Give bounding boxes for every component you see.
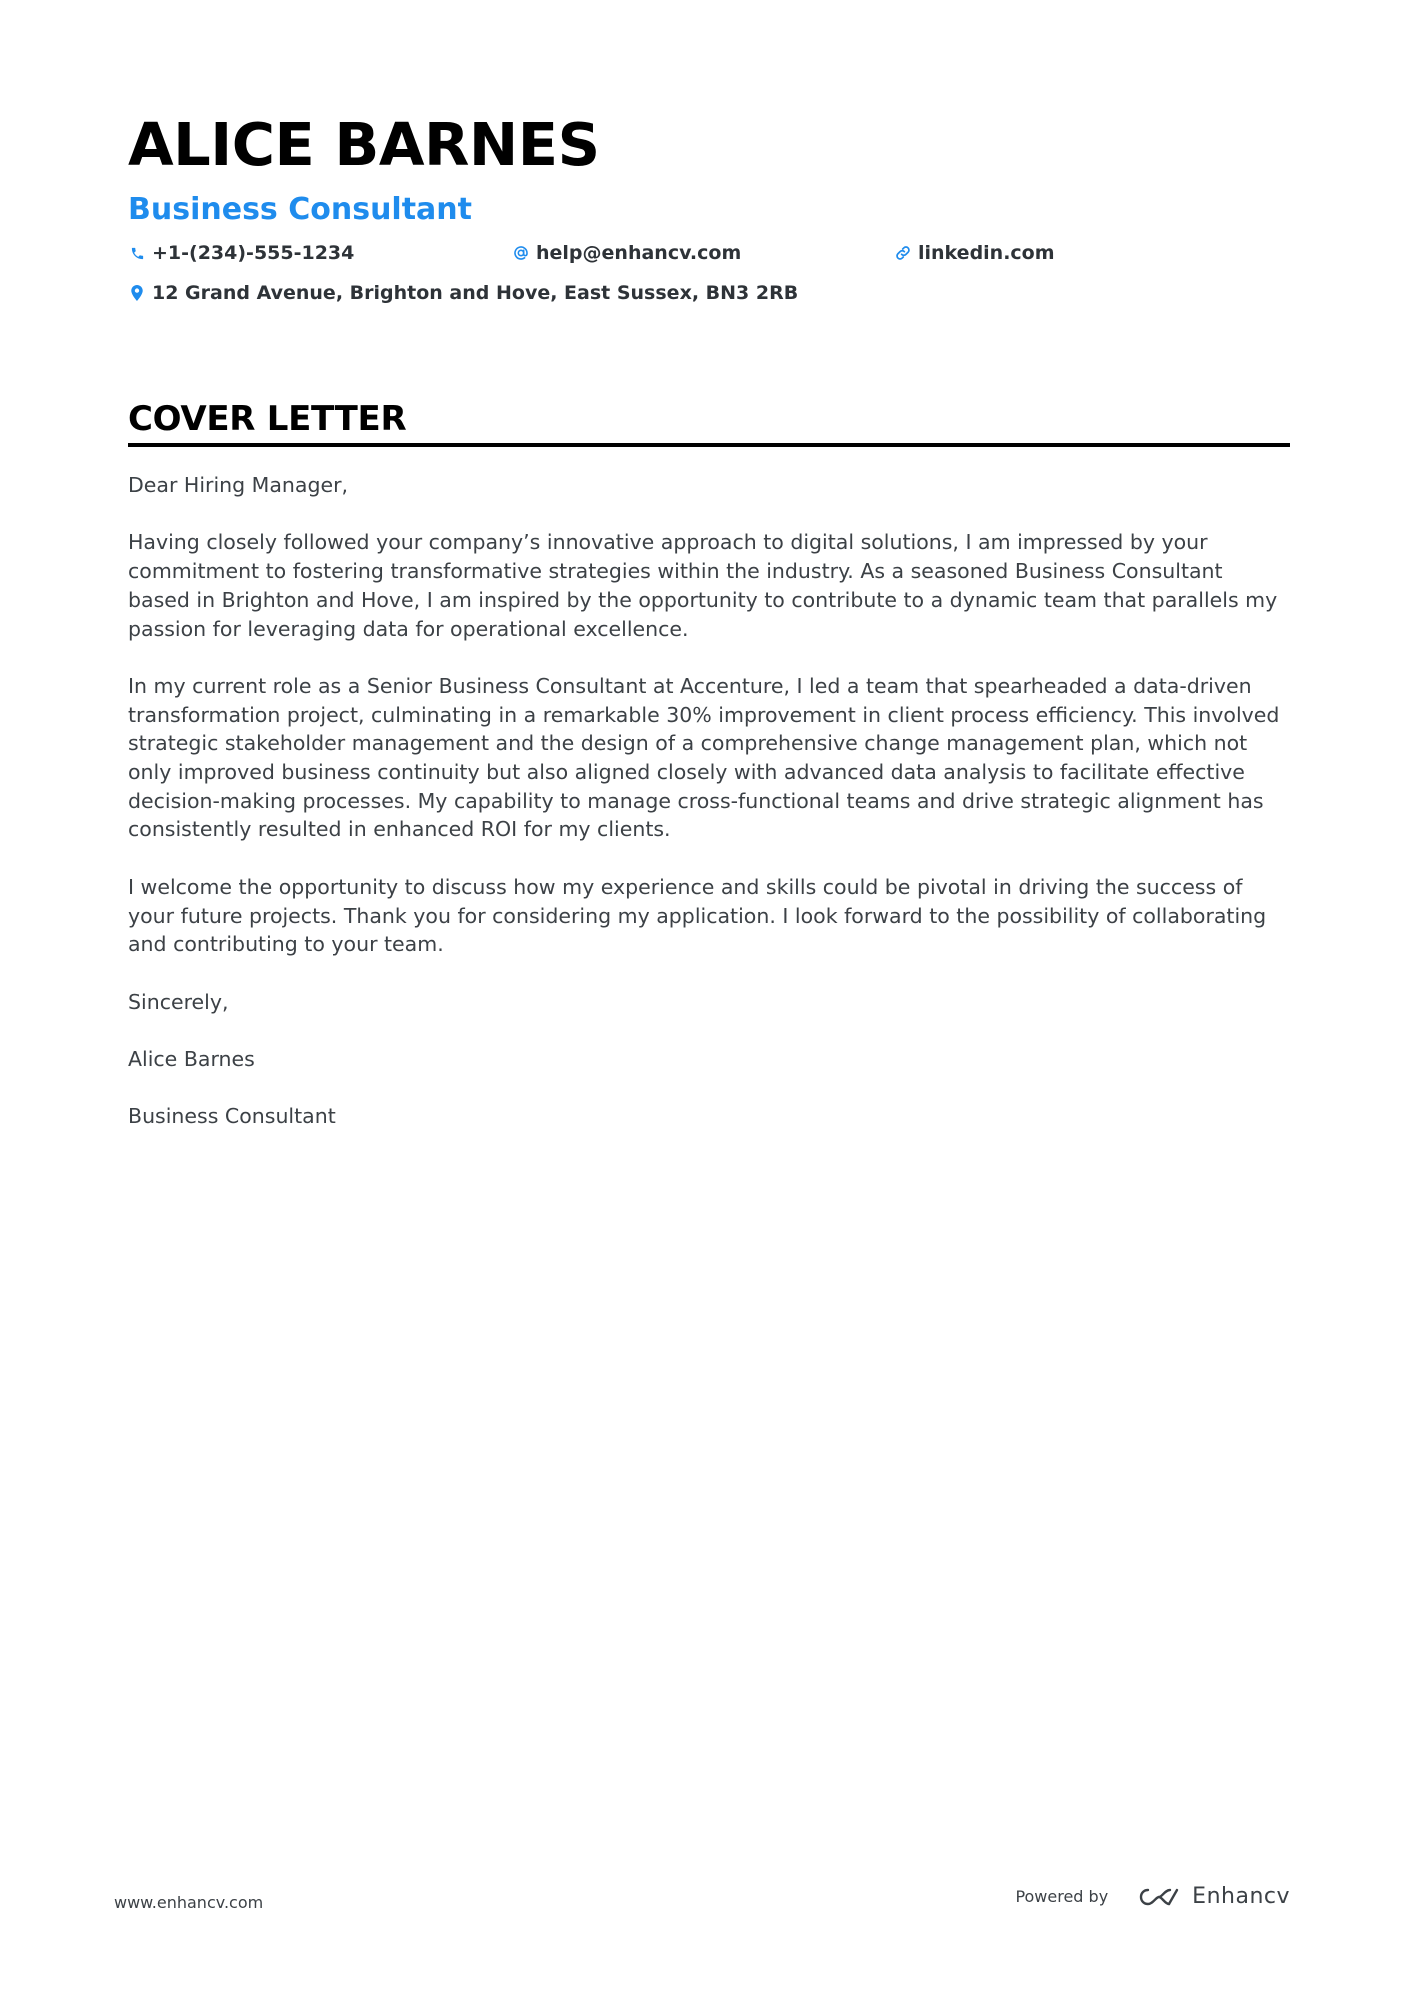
signature-name: Alice Barnes	[128, 1046, 255, 1071]
email-text: help@enhancv.com	[536, 242, 742, 264]
letter-greeting: Dear Hiring Manager,	[128, 473, 349, 497]
link-icon	[894, 244, 912, 262]
applicant-name: ALICE BARNES	[128, 110, 600, 179]
footer-website[interactable]: www.enhancv.com	[114, 1893, 264, 1912]
enhancv-logo[interactable]	[1136, 1884, 1290, 1909]
footer-branding	[1015, 1884, 1290, 1909]
at-icon	[512, 244, 530, 262]
letter-closing: Sincerely,	[128, 989, 229, 1014]
section-title: COVER LETTER	[128, 399, 407, 439]
powered-by-text: Powered by	[1015, 1887, 1109, 1906]
cover-letter-page	[128, 110, 1290, 1160]
letter-paragraph: In my current role as a Senior Business Consultant at Accenture, I led a team that spearheaded a data-driven transformation project, culminating in a remarkable 30% improvement in client process efficiency. This involved strategic stakeholder management and the design of a comprehensive change management plan, which not only improved business continuity but also aligned closely with advanced data analysis to facilitate effective decision-making processes. My capability to manage cross-functional teams and drive strategic alignment has consistently resulted in enhanced ROI for my clients.	[128, 673, 1280, 842]
applicant-title: Business Consultant	[128, 192, 472, 227]
contact-link[interactable]	[894, 242, 1055, 264]
enhancv-logo-icon	[1136, 1885, 1182, 1909]
location-pin-icon	[128, 284, 146, 302]
contact-address	[128, 282, 798, 304]
phone-icon	[128, 244, 146, 262]
letter-paragraph: Having closely followed your company’s innovative approach to digital solutions, I am impressed by your commitment to fostering transformative strategies within the industry. As a seasoned Business Consultant based in Brighton and Hove, I am inspired by the opportunity to contribute to a dynamic team that parallels my passion for leveraging data for operational excellence.	[128, 530, 1278, 641]
contact-email[interactable]	[512, 242, 741, 264]
brand-name: Enhancv	[1192, 1884, 1290, 1909]
link-text: linkedin.com	[918, 242, 1055, 264]
contact-phone[interactable]	[128, 242, 354, 264]
address-text: 12 Grand Avenue, Brighton and Hove, East Sussex, BN3 2RB	[152, 282, 799, 304]
letter-paragraph: I welcome the opportunity to discuss how my experience and skills could be pivotal in driving the success of your future projects. Thank you for considering my application. I look forward to the possibility of collaborating and contributing to your team.	[128, 874, 1267, 957]
signature-title: Business Consultant	[128, 1104, 336, 1129]
letter-body	[128, 471, 1290, 1131]
section-divider	[128, 443, 1290, 447]
contact-info	[128, 242, 1290, 322]
phone-text: +1-(234)-555-1234	[152, 242, 355, 264]
